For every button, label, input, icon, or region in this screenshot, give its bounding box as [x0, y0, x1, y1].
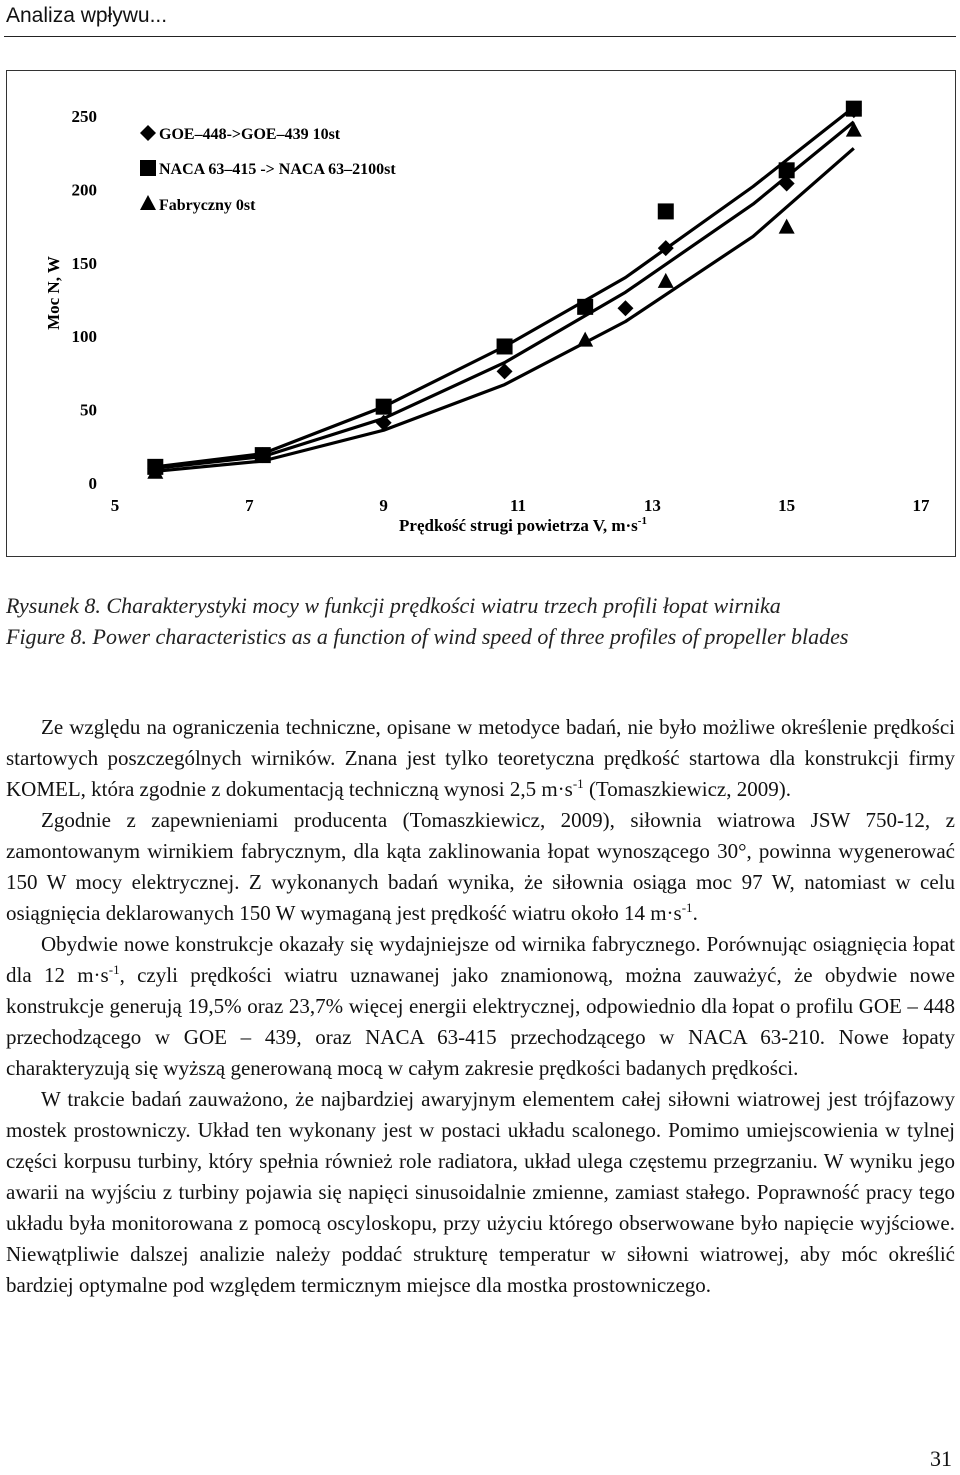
- y-tick-label: 250: [71, 107, 97, 126]
- y-tick-label: 50: [80, 400, 97, 420]
- legend-label: NACA 63–415 -> NACA 63–2100st: [159, 161, 396, 178]
- running-header: Analiza wpływu...: [6, 4, 168, 27]
- x-tick-label: 15: [778, 496, 796, 515]
- y-axis-label: Moc N, W: [44, 256, 63, 330]
- paragraph-3: Obydwie nowe konstrukcje okazały się wydajniejsze od wirnika fabrycznego. Porównując osiągnięcia łopat dla 12 $m\cdot s^{-1}$, czyli prędkości wiatru uznawanej jako znamionową, można zauważyć, że obydwie nowe konstrukcje generują 19,5% oraz 23,7% więcej energii elektrycznej, odpowiednio dla łopat o profilu GOE – 448 przechodzącego w GOE – 439, oraz NACA 63-415 przechodzącego w NACA 63-210. Nowe łopaty charakteryzują się wyższą generowaną mocą w całym zakresie prędkości badanych prędkości.: [6, 932, 956, 1080]
- data-point-square: [376, 399, 392, 415]
- data-point-square: [255, 447, 271, 463]
- y-tick-label: 100: [71, 327, 97, 347]
- paragraph-2: Zgodnie z zapewnieniami producenta (Tomaszkiewicz, 2009), siłownia wiatrowa JSW 750-12, z zamontowanym wirnikiem fabrycznym, dla kąta zaklinowania łopat wynoszącego 30°, powinna wygenerować 150 W mocy elektrycznej. Z wykonanych badań wynika, że siłownia osiąga moc 97 W, natomiast w celu osiągnięcia deklarowanych 150 W wymaganą jest prędkość wiatru około 14 $m\cdot s^{-1}$.: [6, 808, 955, 925]
- page-number: 31: [930, 1446, 952, 1471]
- header-rule: [4, 36, 956, 37]
- data-point-triangle: [140, 195, 156, 210]
- caption-en: Figure 8. Power characteristics as a function of wind speed of three profiles of propeller blades: [6, 624, 849, 649]
- x-tick-label: 11: [509, 496, 527, 515]
- y-tick-label: 0: [88, 474, 97, 493]
- data-point-diamond: [617, 300, 633, 316]
- data-point-triangle: [658, 273, 674, 288]
- paragraph-4: W trakcie badań zauważono, że najbardziej awaryjnym elementem całej siłowni wiatrowej jest trójfazowy mostek prostowniczy. Układ ten wykonany jest w postaci układu scalonego. Pomimo umiejscowienia w tylnej części korpusu turbiny, który spełnia również role radiatora, układ ulega częstemu przegrzaniu. W wyniku jego awarii na wyjściu z turbiny pojawia się napięci sinusoidalnie zmienne, zamiast stałego. Poprawność pracy tego układu była monitorowana z pomocą oscyloskopu, przy użyciu którego obserwowane było napięcie wyjściowe. Niewątpliwie dalszej analizie należy poddać strukturę temperatur w siłowni wiatrowej, aby móc określić bardziej optymalne pod względem termicznym miejsce dla mostka prostowniczego.: [6, 1087, 955, 1297]
- legend-label: GOE–448->GOE–439 10st: [159, 126, 341, 143]
- data-point-diamond: [140, 125, 156, 141]
- data-point-square: [497, 338, 513, 354]
- figure-caption: [6, 590, 954, 652]
- figure-box: [6, 70, 956, 557]
- data-point-square: [140, 160, 156, 176]
- paragraph-1: Ze względu na ograniczenia techniczne, opisane w metodyce badań, nie było możliwe określenie prędkości startowych poszczególnych wirników. Znana jest tylko teoretyczna prędkość startowa dla konstrukcji firmy KOMEL, która zgodnie z dokumentacją techniczną wynosi 2,5 $m\cdot s^{-1}$ (Tomaszkiewicz, 2009).: [6, 715, 955, 801]
- power-chart: [7, 71, 957, 558]
- x-tick-label: 5: [110, 496, 120, 515]
- data-point-square: [577, 299, 593, 315]
- data-point-square: [846, 101, 862, 117]
- x-tick-label: 17: [912, 496, 930, 515]
- x-tick-label: 13: [643, 496, 661, 515]
- x-tick-label: 7: [245, 496, 254, 515]
- body-text: [6, 712, 955, 1301]
- legend-label: Fabryczny 0st: [159, 197, 256, 214]
- x-tick-label: 9: [379, 496, 388, 515]
- y-tick-label: 150: [71, 253, 97, 273]
- x-axis-label: Prędkość strugi powietrza V, $m\cdot s^{-1}$: [399, 515, 647, 535]
- y-tick-label: 200: [71, 180, 97, 200]
- data-point-triangle: [846, 122, 862, 137]
- data-point-square: [779, 162, 795, 178]
- data-point-square: [658, 203, 674, 219]
- data-point-triangle: [779, 219, 795, 234]
- caption-pl: Rysunek 8. Charakterystyki mocy w funkcji prędkości wiatru trzech profili łopat wirnika: [6, 593, 781, 618]
- trend-line: [155, 148, 854, 471]
